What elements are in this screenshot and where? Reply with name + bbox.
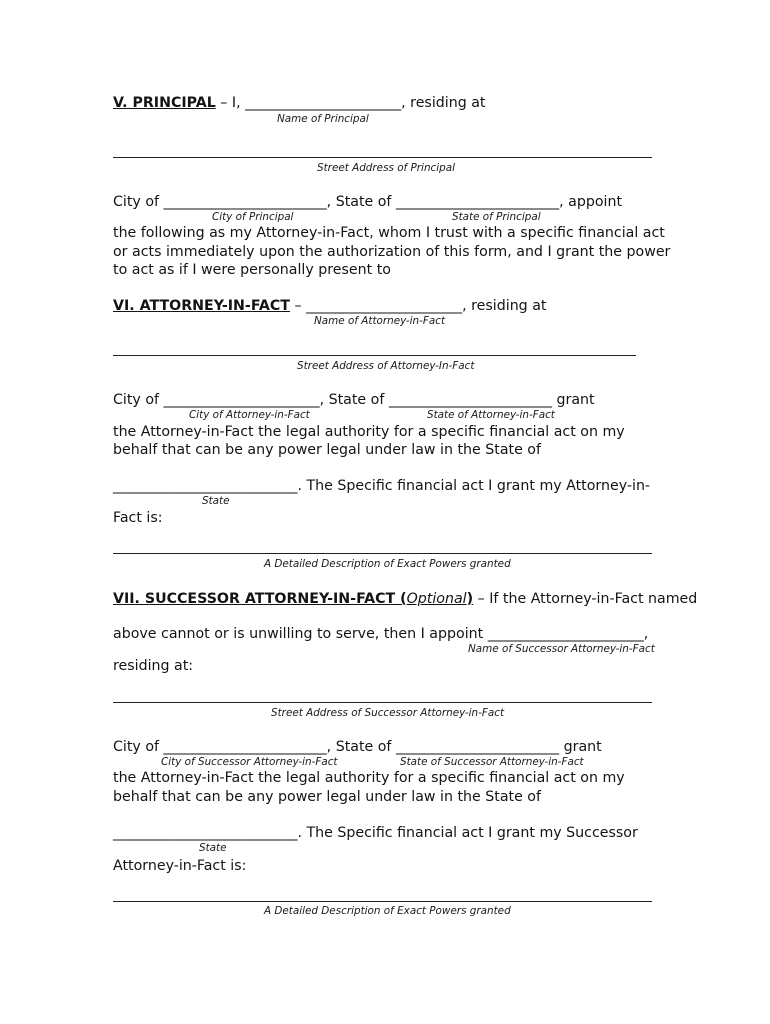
- city-of-label: City of: [113, 739, 164, 755]
- caption-state: State: [202, 495, 230, 507]
- appoint-label: , appoint: [559, 194, 623, 210]
- fact-is-label: Fact is:: [113, 510, 163, 526]
- successor-powers-line[interactable]: [113, 901, 652, 902]
- principal-city-state-line: [113, 193, 622, 211]
- successor-body-line-1: the Attorney-in-Fact the legal authority for a specific financial act on my: [113, 770, 625, 786]
- specific-act-text: . The Specific financial act I grant my Attorney-in-: [297, 478, 651, 494]
- attorney-dash: –: [289, 298, 307, 314]
- attorney-body-line-2: behalf that can be any power legal under law in the State of: [113, 442, 541, 458]
- attorney-law-state-blank[interactable]: __________________________: [113, 478, 298, 494]
- caption-name-successor: Name of Successor Attorney-in-Fact: [468, 643, 655, 655]
- attorney-powers-line[interactable]: [113, 553, 652, 554]
- state-of-label: , State of: [326, 739, 396, 755]
- attorney-name-blank[interactable]: ______________________: [306, 298, 463, 314]
- residing-at-label: residing at:: [113, 658, 194, 674]
- successor-fact-is-label: Attorney-in-Fact is:: [113, 858, 247, 874]
- city-of-label: City of: [113, 194, 164, 210]
- successor-heading-tail: – If the Attorney-in-Fact named: [473, 591, 698, 607]
- attorney-state-act-line: [113, 477, 650, 495]
- successor-name-blank[interactable]: ______________________: [487, 626, 644, 642]
- state-of-label: , State of: [319, 392, 389, 408]
- caption-city-attorney: City of Attorney-in-Fact: [189, 409, 310, 421]
- principal-state-blank[interactable]: _______________________: [395, 194, 560, 210]
- principal-city-blank[interactable]: _______________________: [163, 194, 327, 210]
- principal-line: [113, 94, 485, 112]
- successor-appoint-text: above cannot or is unwilling to serve, then I appoint: [113, 626, 488, 642]
- grant-label: grant: [559, 739, 602, 755]
- caption-name-attorney: Name of Attorney-in-Fact: [314, 315, 446, 327]
- caption-city-principal: City of Principal: [212, 211, 294, 223]
- successor-city-state-line: [113, 738, 602, 756]
- heading-close-paren: ): [466, 591, 474, 607]
- attorney-state-blank[interactable]: _______________________: [388, 392, 553, 408]
- optional-label: Optional: [406, 591, 467, 607]
- caption-street-successor: Street Address of Successor Attorney-in-Fact: [271, 707, 505, 719]
- state-of-label: , State of: [326, 194, 396, 210]
- principal-name-blank[interactable]: ______________________: [245, 95, 402, 111]
- caption-street-attorney: Street Address of Attorney-In-Fact: [297, 360, 475, 372]
- caption-state-principal: State of Principal: [452, 211, 541, 223]
- successor-street-line[interactable]: [113, 702, 652, 703]
- caption-city-successor: City of Successor Attorney-in-Fact: [161, 756, 338, 768]
- successor-appoint-line: [113, 625, 648, 643]
- attorney-city-state-line: [113, 391, 595, 409]
- principal-street-line[interactable]: [113, 157, 652, 158]
- successor-body-line-2: behalf that can be any power legal under law in the State of: [113, 789, 541, 805]
- caption-state-successor: State of Successor Attorney-in-Fact: [400, 756, 584, 768]
- principal-body-line-3: to act as if I were personally present to: [113, 262, 391, 278]
- caption-street-principal: Street Address of Principal: [317, 162, 455, 174]
- section-vii-heading: VII. SUCCESSOR ATTORNEY-IN-FACT (: [113, 591, 407, 607]
- successor-state-act-line: [113, 824, 638, 842]
- successor-heading-line: [113, 590, 697, 608]
- city-of-label: City of: [113, 392, 164, 408]
- successor-specific-text: . The Specific financial act I grant my Successor: [297, 825, 638, 841]
- attorney-residing: , residing at: [462, 298, 547, 314]
- caption-powers: A Detailed Description of Exact Powers granted: [264, 558, 511, 570]
- principal-intro: – I,: [215, 95, 246, 111]
- caption-powers-successor: A Detailed Description of Exact Powers granted: [264, 905, 511, 917]
- comma: ,: [643, 626, 649, 642]
- successor-city-blank[interactable]: _______________________: [163, 739, 327, 755]
- attorney-street-line[interactable]: [113, 355, 636, 356]
- attorney-body-line-1: the Attorney-in-Fact the legal authority for a specific financial act on my: [113, 424, 625, 440]
- principal-body-line-2: or acts immediately upon the authorization of this form, and I grant the power: [113, 244, 671, 260]
- attorney-city-blank[interactable]: ______________________: [163, 392, 320, 408]
- principal-body-line-1: the following as my Attorney-in-Fact, whom I trust with a specific financial act: [113, 225, 665, 241]
- caption-name-of-principal: Name of Principal: [277, 113, 369, 125]
- caption-state: State: [199, 842, 227, 854]
- principal-residing: , residing at: [401, 95, 486, 111]
- attorney-line: [113, 297, 546, 315]
- caption-state-attorney: State of Attorney-in-Fact: [427, 409, 555, 421]
- grant-label: grant: [552, 392, 595, 408]
- section-v-heading: V. PRINCIPAL: [113, 95, 216, 111]
- successor-law-state-blank[interactable]: __________________________: [113, 825, 298, 841]
- successor-state-blank[interactable]: _______________________: [395, 739, 560, 755]
- section-vi-heading: VI. ATTORNEY-IN-FACT: [113, 298, 290, 314]
